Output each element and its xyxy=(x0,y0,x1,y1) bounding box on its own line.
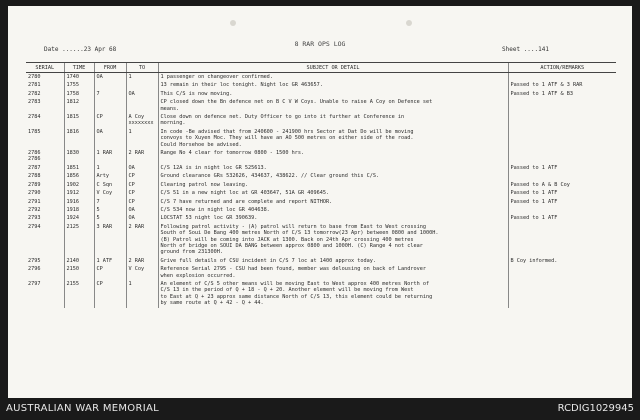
log-row xyxy=(26,90,616,98)
cell-action: Passed to 1 ATF & 3 RAR xyxy=(508,81,616,89)
cell-action: Passed to 1 ATF xyxy=(508,198,616,206)
cell-detail: Close down on defence net. Duty Officer to go into it further at Conference in morning. xyxy=(158,113,508,128)
cell-detail: C/S 534 now in night loc GR 404638. xyxy=(158,206,508,214)
cell-from xyxy=(94,98,126,113)
log-row xyxy=(26,198,616,206)
cell-time: 1755 xyxy=(64,81,94,89)
log-row xyxy=(26,172,616,180)
cell-to: OA xyxy=(126,206,158,214)
cell-serial: 2788 xyxy=(28,173,41,180)
table-header-row xyxy=(26,63,616,73)
cell-detail: C/S 7 have returned and are complete and report NITHOR. xyxy=(158,198,508,206)
log-row xyxy=(26,164,616,172)
cell-action xyxy=(508,223,616,257)
cell-from: 7 xyxy=(94,198,126,206)
cell-detail: Range No 4 clear for tomorrow 0800 - 1500 hrs. xyxy=(158,149,508,164)
cell-detail: C/S 12A is in night loc GR 525613. xyxy=(158,164,508,172)
cell-detail: In code -Be advised that from 240600 - 241900 hrs Sector at Dat Do will be moving convoys to Xuyen Moc. They will have an AO 500 metres on either side of the road. Could Horsehoe be advised. xyxy=(158,128,508,149)
cell-serial: 2791 xyxy=(28,198,41,205)
log-row xyxy=(26,73,616,82)
cell-to: V Coy xyxy=(126,265,158,280)
cell-serial: 2787 xyxy=(28,164,41,171)
cell-serial: 2789 xyxy=(28,181,41,188)
cell-action xyxy=(508,206,616,214)
cell-from: 1 xyxy=(94,164,126,172)
log-body xyxy=(26,73,616,308)
cell-serial: 2783 xyxy=(28,99,41,106)
cell-to: 1 xyxy=(126,280,158,308)
cell-from: OA xyxy=(94,73,126,82)
column-header-to: TO xyxy=(126,63,158,73)
column-header-detail: SUBJECT OR DETAIL xyxy=(158,63,508,73)
column-header-from: FROM xyxy=(94,63,126,73)
cell-action xyxy=(508,280,616,308)
cell-from: 5 xyxy=(94,214,126,222)
cell-time: 2150 xyxy=(64,265,94,280)
column-header-action: ACTION/REMARKS xyxy=(508,63,616,73)
cell-detail: Following patrol activity - (A) patrol will return to base from East to West crossing South of Soui De Bang 400 metres North of C/S 13 tomorrow(23 Apr) between 0800 and 1000H. (B) Patrol will be coming into JACK at 1300. Back on 24th Apr crossing 400 metres North of bridge on SOUI DA BANG between approx 0800 and 1000H. (C) Range 4 not clear ground from 231300H. xyxy=(158,223,508,257)
cell-action: Passed to 1 ATF & B3 xyxy=(508,90,616,98)
log-row xyxy=(26,214,616,222)
cell-serial: 2784 xyxy=(28,114,41,121)
cell-to xyxy=(126,98,158,113)
cell-to xyxy=(126,81,158,89)
log-row xyxy=(26,181,616,189)
cell-time: 1851 xyxy=(64,164,94,172)
cell-detail: Grive full details of CSU incident in C/S 7 loc at 1400 approx today. xyxy=(158,257,508,265)
cell-from: CP xyxy=(94,265,126,280)
cell-detail: C/S 51 in a new night loc at GR 403647, 51A GR 409645. xyxy=(158,189,508,197)
cell-serial: 1785 xyxy=(28,128,41,135)
cell-action xyxy=(508,98,616,113)
cell-time: 1758 xyxy=(64,90,94,98)
cell-time: 1815 xyxy=(64,113,94,128)
cell-from: Arty xyxy=(94,172,126,180)
punch-hole xyxy=(230,20,236,26)
log-row xyxy=(26,280,616,308)
log-row xyxy=(26,149,616,164)
sheet-label: Sheet xyxy=(502,46,521,53)
cell-to: 1 xyxy=(126,128,158,149)
cell-from: V Coy xyxy=(94,189,126,197)
cell-time: 2155 xyxy=(64,280,94,308)
cell-serial: 2782 xyxy=(28,90,41,97)
cell-action xyxy=(508,73,616,82)
log-row xyxy=(26,98,616,113)
cell-time: 1812 xyxy=(64,98,94,113)
cell-action xyxy=(508,172,616,180)
column-header-serial: SERIAL xyxy=(26,63,64,73)
cell-to: A Coy xxxxxxxx xyxy=(126,113,158,128)
cell-action: Passed to 1 ATF xyxy=(508,214,616,222)
cell-time: 1740 xyxy=(64,73,94,82)
cell-from: CP xyxy=(94,280,126,308)
cell-action: Passed to 1 ATF xyxy=(508,164,616,172)
cell-serial: 2793 xyxy=(28,215,41,222)
cell-time: 1856 xyxy=(64,172,94,180)
log-row xyxy=(26,113,616,128)
cell-to: 2 RAR xyxy=(126,149,158,164)
cell-from: OA xyxy=(94,128,126,149)
cell-to: CP xyxy=(126,181,158,189)
cell-from: C Sqn xyxy=(94,181,126,189)
cell-from: 1 RAR xyxy=(94,149,126,164)
cell-action xyxy=(508,149,616,164)
cell-time: 1918 xyxy=(64,206,94,214)
log-sheet xyxy=(8,6,632,398)
log-row xyxy=(26,206,616,214)
cell-to: OA xyxy=(126,164,158,172)
cell-detail: Ground clearance GRs 532626, 434637, 438622. // Clear ground this C/S. xyxy=(158,172,508,180)
log-table xyxy=(26,62,616,308)
sheet-value: 141 xyxy=(538,46,549,53)
cell-action xyxy=(508,128,616,149)
cell-to: CP xyxy=(126,189,158,197)
cell-serial: 2786 2786 xyxy=(28,150,41,163)
footer-bar xyxy=(0,398,640,420)
cell-serial: 2794 xyxy=(28,223,41,230)
cell-to: CP xyxy=(126,198,158,206)
cell-serial: 2781 xyxy=(28,82,41,89)
cell-detail: LOCSTAT 53 night loc GR 390639. xyxy=(158,214,508,222)
cell-action: B Coy informed. xyxy=(508,257,616,265)
date-value: 23 Apr 68 xyxy=(83,46,117,53)
log-row xyxy=(26,257,616,265)
cell-action: Passed to A & B Coy xyxy=(508,181,616,189)
cell-time: 2125 xyxy=(64,223,94,257)
cell-to: 2 RAR xyxy=(126,257,158,265)
cell-to: 1 xyxy=(126,73,158,82)
page-title: 8 RAR OPS LOG xyxy=(294,40,346,48)
cell-serial: 2797 xyxy=(28,280,41,287)
cell-time: 1830 xyxy=(64,149,94,164)
log-row xyxy=(26,223,616,257)
cell-time: 1924 xyxy=(64,214,94,222)
cell-action xyxy=(508,113,616,128)
cell-serial: 2795 xyxy=(28,257,41,264)
date-field: Date ......23 Apr 68 xyxy=(44,46,117,53)
cell-serial: 2790 xyxy=(28,190,41,197)
log-row xyxy=(26,81,616,89)
date-label: Date xyxy=(44,46,59,53)
cell-to: CP xyxy=(126,172,158,180)
cell-detail: 13 remain in their loc tonight. Night loc GR 463657. xyxy=(158,81,508,89)
footer-institution: AUSTRALIAN WAR MEMORIAL xyxy=(6,403,159,414)
punch-hole xyxy=(406,20,412,26)
cell-detail: 1 passenger on changeover confirmed. xyxy=(158,73,508,82)
log-row xyxy=(26,265,616,280)
cell-time: 2140 xyxy=(64,257,94,265)
cell-serial: 2792 xyxy=(28,206,41,213)
cell-time: 1916 xyxy=(64,198,94,206)
cell-serial: 2780 xyxy=(28,74,41,80)
log-row xyxy=(26,128,616,149)
cell-detail: Reference Serial 2795 - CSU had been found, member was delousing on back of Landrover when explosion occurred. xyxy=(158,265,508,280)
cell-from: 3 RAR xyxy=(94,223,126,257)
cell-from: 1 ATF xyxy=(94,257,126,265)
cell-detail: An element of C/S 5 other means will be moving East to West approx 400 metres North of C/S 13 in the period of Q + 18 - Q + 20. Another element will be moving from West to East at Q + 23 approx same distance North of C/S 13, this element could be returning by same route at Q + 42 - Q + 44. xyxy=(158,280,508,308)
cell-serial: 2796 xyxy=(28,266,41,273)
cell-to: OA xyxy=(126,214,158,222)
column-header-time: TIME xyxy=(64,63,94,73)
cell-from: 5 xyxy=(94,206,126,214)
footer-record-id: RCDIG1029945 xyxy=(557,403,634,414)
cell-from xyxy=(94,81,126,89)
cell-time: 1816 xyxy=(64,128,94,149)
cell-from: 7 xyxy=(94,90,126,98)
cell-time: 1902 xyxy=(64,181,94,189)
cell-to: OA xyxy=(126,90,158,98)
log-row xyxy=(26,189,616,197)
cell-detail: CP closed down the Bn defence net on B C V W Coys. Unable to raise A Coy on Defence set means. xyxy=(158,98,508,113)
cell-action: Passed to 1 ATF xyxy=(508,189,616,197)
cell-from: CP xyxy=(94,113,126,128)
cell-detail: Clearing patrol now leaving. xyxy=(158,181,508,189)
cell-detail: This C/S is now moving. xyxy=(158,90,508,98)
sheet-field: Sheet ....141 xyxy=(502,46,549,53)
cell-time: 1912 xyxy=(64,189,94,197)
cell-to: 2 RAR xyxy=(126,223,158,257)
cell-action xyxy=(508,265,616,280)
